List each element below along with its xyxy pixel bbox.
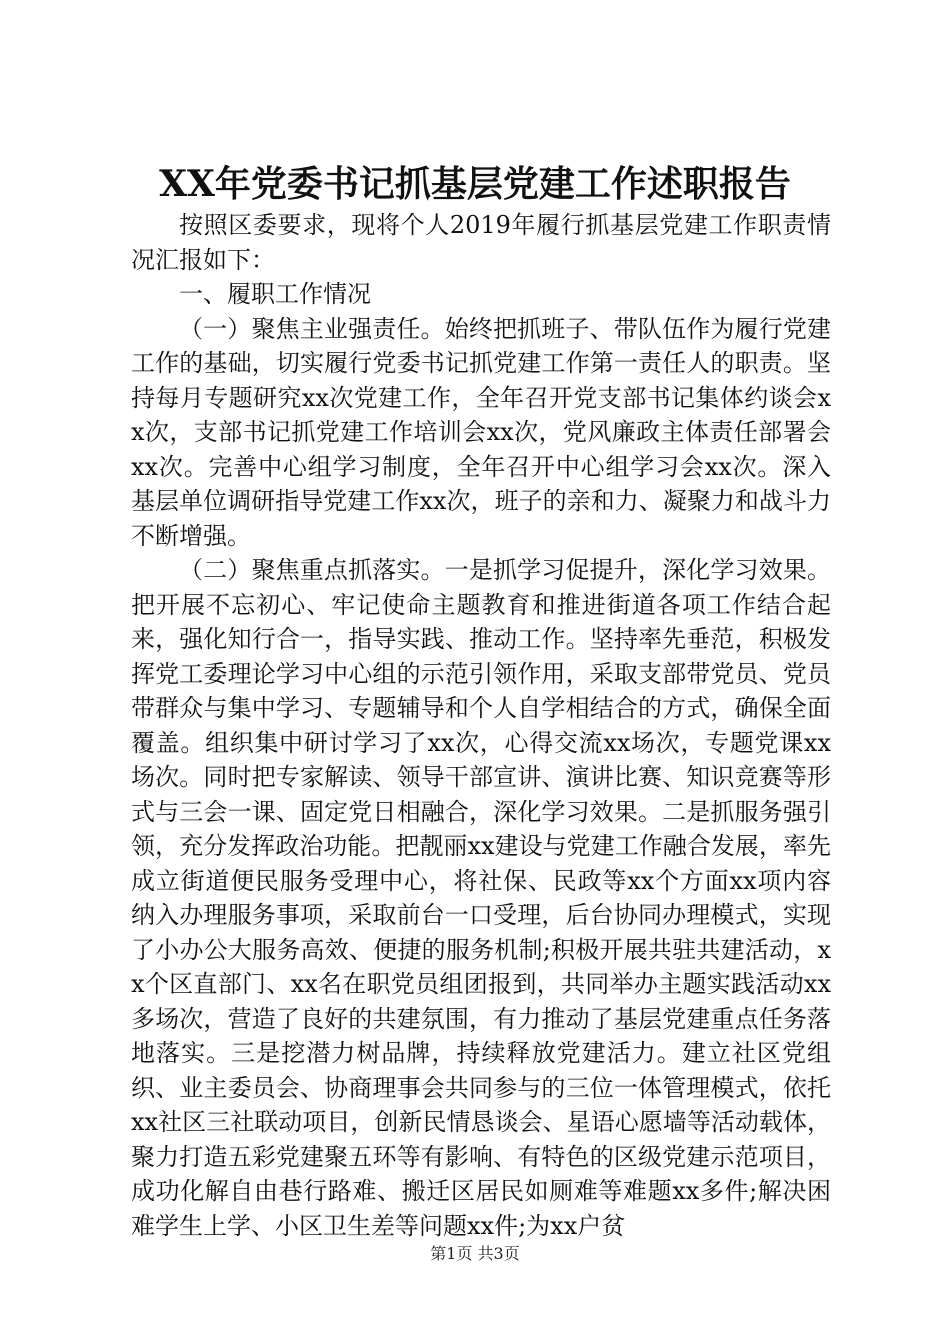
section-heading: 一、履职工作情况	[179, 280, 371, 308]
paragraph-section-two: （二）聚焦重点抓落实。一是抓学习促提升，深化学习效果。把开展不忘初心、牢记使命主题教育和推进街道各项工作结合起来，强化知行合一，指导实践、推动工作。坚持率先垂范，积极发挥党工委理论学习中心组的示范引领作用，采取支部带党员、党员带群众与集中学习、专题辅导和个人自学相结合的方式，确保全面覆盖。组织集中研讨学习了xx次，心得交流xx场次，专题党课xx场次。同时把专家解读、领导干部宣讲、演讲比赛、知识竞赛等形式与三会一课、固定党日相融合，深化学习效果。二是抓服务强引领，充分发挥政治功能。把靓丽xx建设与党建工作融合发展，率先成立街道便民服务受理中心，将社保、民政等xx个方面xx项内容纳入办理服务事项，采取前台一口受理，后台协同办理模式，实现了小办公大服务高效、便捷的服务机制;积极开展共驻共建活动，xx个区直部门、xx名在职党员组团报到，共同举办主题实践活动xx多场次，营造了良好的共建氛围，有力推动了基层党建重点任务落地落实。三是挖潜力树品牌，持续释放党建活力。建立社区党组织、业主委员会、协商理事会共同参与的三位一体管理模式，依托xx社区三社联动项目，创新民情恳谈会、星语心愿墙等活动载体，聚力打造五彩党建聚五环等有影响、有特色的区级党建示范项目，成功化解自由巷行路难、搬迁区居民如厕难等难题xx多件;解决困难学生上学、小区卫生差等问题xx件;为xx户贫	[131, 556, 831, 1240]
document-body	[131, 208, 831, 1243]
paragraph-intro: 按照区委要求，现将个人2019年履行抓基层党建工作职责情况汇报如下：	[131, 211, 831, 274]
paragraph-section-one: （一）聚焦主业强责任。始终把抓班子、带队伍作为履行党建工作的基础，切实履行党委书记抓党建工作第一责任人的职责。坚持每月专题研究xx次党建工作，全年召开党支部书记集体约谈会xx次，支部书记抓党建工作培训会xx次，党风廉政主体责任部署会xx次。完善中心组学习制度，全年召开中心组学习会xx次。深入基层单位调研指导党建工作xx次，班子的亲和力、凝聚力和战斗力不断增强。	[131, 314, 831, 550]
page-footer: 第1页 共3页	[430, 1244, 520, 1263]
document-title: XX年党委书记抓基层党建工作述职报告	[159, 163, 791, 205]
